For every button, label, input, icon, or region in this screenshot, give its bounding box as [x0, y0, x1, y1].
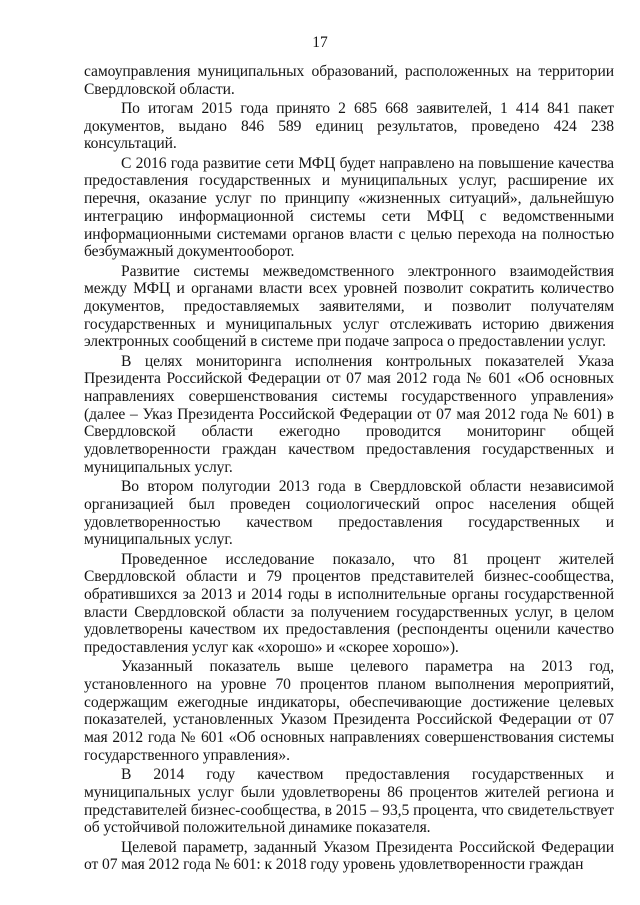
- paragraph-survey-2013: Во втором полугодии 2013 года в Свердловской области независимой организацией был проведен социологический опрос населения общей удовлетворенностью качеством предоставления государственных и муниципальных услуг.: [84, 478, 614, 549]
- body-text: [84, 63, 614, 876]
- paragraph-2015-results: По итогам 2015 года принято 2 685 668 заявителей, 1 414 841 пакет документов, выдано 846 589 единиц результатов, проведено 424 238 консультаций.: [84, 100, 614, 153]
- paragraph-monitoring: В целях мониторинга исполнения контрольных показателей Указа Президента Российской Федерации от 07 мая 2012 года № 601 «Об основных направлениях совершенствования системы государственного управления» (далее – Указ Президента Российской Федерации от 07 мая 2012 года № 601) в Свердловской области ежегодно проводится мониторинг общей удовлетворенности граждан качеством предоставления государственных и муниципальных услуг.: [84, 352, 614, 476]
- paragraph-target-parameter: Целевой параметр, заданный Указом Президента Российской Федерации от 07 мая 2012 года № 601: к 2018 году уровень удовлетворенности граждан: [84, 838, 614, 874]
- paragraph-2014-satisfaction: В 2014 году качеством предоставления государственных и муниципальных услуг были удовлетворены 86 процентов жителей региона и представителей бизнес-сообщества, в 2015 – 93,5 процента, что свидетельствует об устойчивой положительной динамике показателя.: [84, 766, 614, 837]
- paragraph-interagency-interaction: Развитие системы межведомственного электронного взаимодействия между МФЦ и органами власти всех уровней позволит сократить количество документов, предоставляемых заявителями, и позволит получателям государственных и муниципальных услуг отслеживать историю движения электронных сообщений в системе при подаче запроса о предоставлении услуг.: [84, 262, 614, 351]
- paragraph-mfc-development: С 2016 года развитие сети МФЦ будет направлено на повышение качества предоставления государственных и муниципальных услуг, расширение их перечня, оказание услуг по принципу «жизненных ситуаций», дальнейшую интеграцию информационной системы сети МФЦ с ведомственными информационными системами органов власти с целью перехода на полностью безбумажный документооборот.: [84, 154, 614, 261]
- paragraph-target-indicator: Указанный показатель выше целевого параметра на 2013 год, установленного на уровне 70 процентов планом выполнения мероприятий, содержащим ежегодные индикаторы, обеспечивающие достижение целевых показателей, установленных Указом Президента Российской Федерации от 07 мая 2012 года № 601 «Об основных направлениях совершенствования системы государственного управления».: [84, 658, 614, 764]
- paragraph-continuation: самоуправления муниципальных образований, расположенных на территории Свердловской области.: [84, 63, 614, 98]
- paragraph-research-results: Проведенное исследование показало, что 81 процент жителей Свердловской области и 79 процентов представителей бизнес-сообщества, обратившихся за 2013 и 2014 годы в исполнительные органы государственной власти Свердловской области за получением государственных услуг, в целом удовлетворены качеством их предоставления (респонденты оценили качество предоставления услуг как «хорошо» и «скорее хорошо»).: [84, 550, 614, 657]
- page-number: 17: [312, 34, 328, 51]
